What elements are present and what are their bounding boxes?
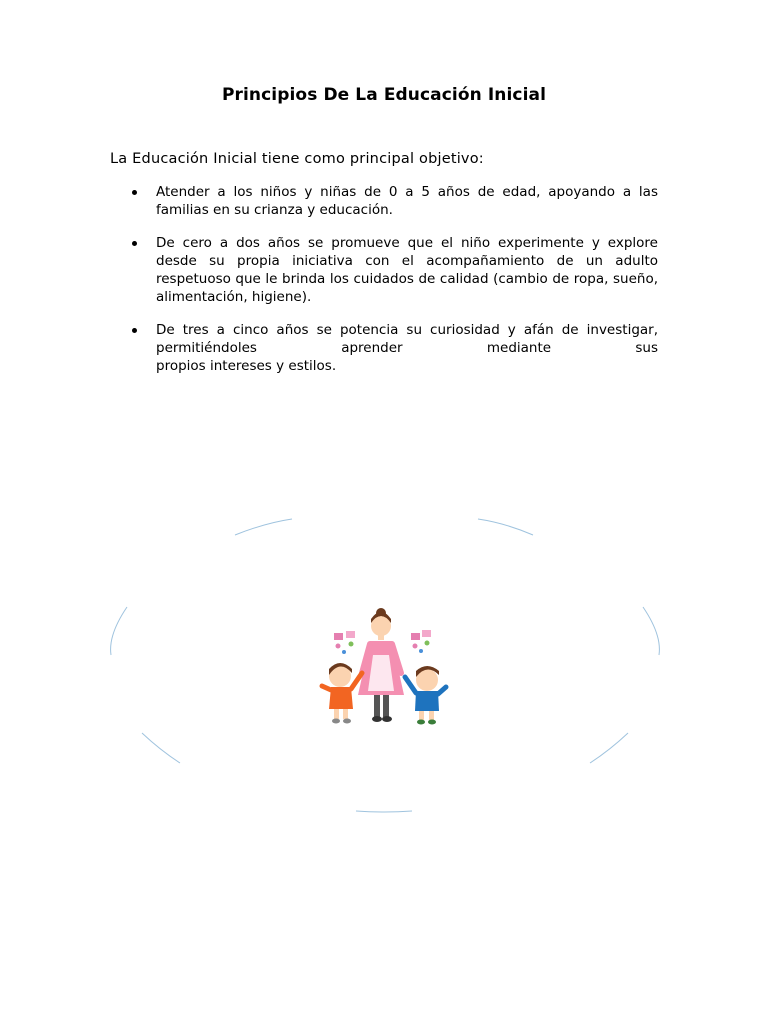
arc-right — [643, 607, 659, 655]
child-left-figure — [322, 663, 362, 724]
bullet-item-3-text: De tres a cinco años se potencia su curiosidad y afán de investigar, permitiéndoles aprender mediante sus — [156, 322, 658, 356]
intro-paragraph: La Educación Inicial tiene como principal objetivo: — [110, 151, 484, 167]
child-right-figure — [405, 666, 446, 725]
music-notes-left-icon — [334, 631, 355, 654]
teacher-children-illustration — [100, 505, 670, 825]
teacher-figure — [358, 608, 404, 722]
arc-left — [111, 607, 127, 655]
arc-bottom — [356, 811, 412, 812]
arc-top-right — [478, 519, 533, 535]
bullet-list — [110, 183, 658, 390]
music-notes-right-icon — [411, 630, 431, 653]
bullet-item-3-last-line: propios intereses y estilos. — [156, 358, 337, 374]
arc-top-left — [235, 519, 292, 535]
page-title: Principios De La Educación Inicial — [221, 85, 547, 105]
bullet-item-3 — [110, 321, 658, 375]
arc-bottom-left — [142, 733, 180, 763]
bullet-item-1: Atender a los niños y niñas de 0 a 5 años de edad, apoyando a las familias en su crianza y educación. — [110, 183, 658, 219]
arc-bottom-right — [590, 733, 628, 763]
bullet-item-2: De cero a dos años se promueve que el niño experimente y explore desde su propia iniciativa con el acompañamiento de un adulto respetuoso que le brinda los cuidados de calidad (cambio de ropa, sueño, alimentación, higiene). — [110, 234, 658, 306]
